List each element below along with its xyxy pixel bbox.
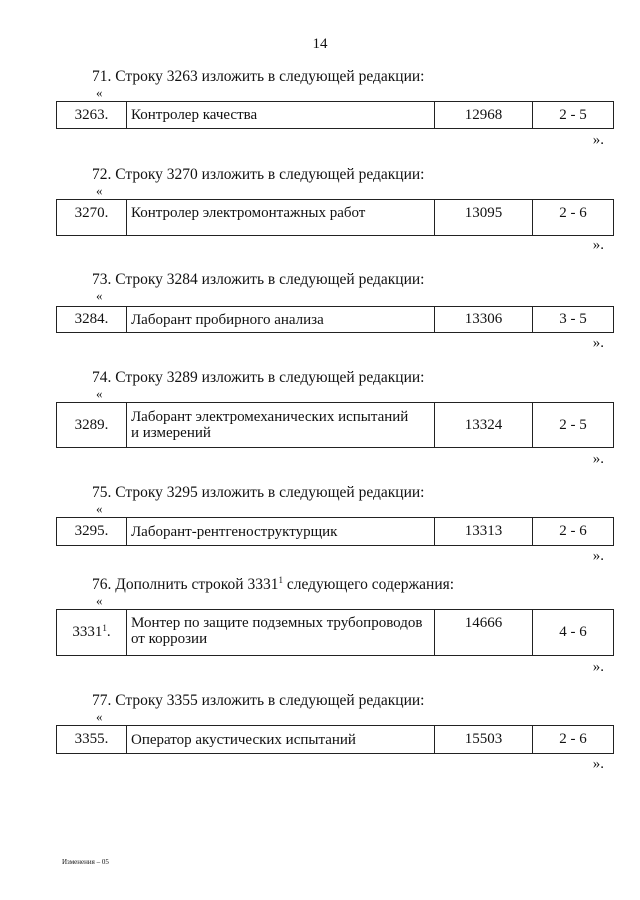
close-quote: ». [592,451,604,467]
classifier-row-table [56,609,614,656]
grade-range: 2 - 5 [533,403,614,448]
amendment-heading: 71. Строку 3263 изложить в следующей редакции: [92,68,425,85]
profession-name-line: от коррозии [131,631,208,647]
open-quote: « [96,501,103,516]
table-row [57,102,614,129]
close-quote: ». [592,756,604,772]
close-quote: ». [592,237,604,253]
amendment-71 [0,68,640,168]
row-number: 3270. [57,200,127,236]
amendment-77 [0,692,640,792]
profession-name: Оператор акустических испытаний [127,726,435,754]
footer-note: Изменения – 05 [62,858,109,866]
amendment-heading: 77. Строку 3355 изложить в следующей редакции: [92,692,425,709]
profession-code: 13313 [435,518,533,546]
row-number: 3289. [57,403,127,448]
grade-range: 4 - 6 [533,610,614,656]
classifier-row-table [56,517,614,546]
amendment-heading: 74. Строку 3289 изложить в следующей редакции: [92,369,425,386]
profession-code: 14666 [435,610,533,656]
profession-code: 12968 [435,102,533,129]
classifier-row-table [56,199,614,236]
heading-text: 76. Дополнить строкой 3331 [92,576,279,593]
amendment-73 [0,271,640,371]
profession-name: Лаборант пробирного анализа [127,307,435,333]
amendment-75 [0,484,640,584]
amendment-72 [0,166,640,266]
profession-name [127,403,435,448]
grade-range: 3 - 5 [533,307,614,333]
grade-range: 2 - 6 [533,726,614,754]
profession-name: Лаборант-рентгеноструктурщик [127,518,435,546]
heading-superscript: 1 [278,575,283,585]
grade-range: 2 - 6 [533,518,614,546]
close-quote: ». [592,659,604,675]
table-row [57,307,614,333]
profession-name [127,610,435,656]
classifier-row-table [56,725,614,754]
close-quote: ». [592,548,604,564]
row-number-main: 3331 [72,624,103,640]
table-row [57,726,614,754]
amendment-76 [0,576,640,676]
table-row [57,610,614,656]
open-quote: « [96,386,103,401]
table-row [57,518,614,546]
row-number: 3295. [57,518,127,546]
grade-range: 2 - 6 [533,200,614,236]
profession-code: 13306 [435,307,533,333]
classifier-row-table [56,101,614,129]
grade-range: 2 - 5 [533,102,614,129]
heading-text: следующего содержания: [282,576,455,593]
profession-code: 13095 [435,200,533,236]
amendment-heading: 72. Строку 3270 изложить в следующей редакции: [92,166,425,183]
open-quote: « [96,183,103,198]
open-quote: « [96,709,103,724]
open-quote: « [96,288,103,303]
amendment-heading: 75. Строку 3295 изложить в следующей редакции: [92,484,425,501]
table-row [57,200,614,236]
profession-name-line: и измерений [131,425,211,441]
row-number [57,610,127,656]
row-number-superscript: 1 [102,623,107,633]
profession-name-line: Монтер по защите подземных трубопроводов [131,615,423,631]
open-quote: « [96,593,103,608]
row-number-dot: . [106,624,111,640]
profession-name: Контролер качества [127,102,435,129]
amendment-heading: 73. Строку 3284 изложить в следующей редакции: [92,271,425,288]
close-quote: ». [592,335,604,351]
amendment-heading [92,576,454,594]
profession-code: 15503 [435,726,533,754]
row-number: 3355. [57,726,127,754]
table-row [57,403,614,448]
amendment-74 [0,369,640,469]
page-number: 14 [312,36,328,52]
classifier-row-table [56,306,614,333]
profession-name-line: Лаборант электромеханических испытаний [131,409,409,425]
open-quote: « [96,85,103,100]
row-number: 3284. [57,307,127,333]
row-number: 3263. [57,102,127,129]
profession-code: 13324 [435,403,533,448]
profession-name: Контролер электромонтажных работ [127,200,435,236]
classifier-row-table [56,402,614,448]
close-quote: ». [592,132,604,148]
